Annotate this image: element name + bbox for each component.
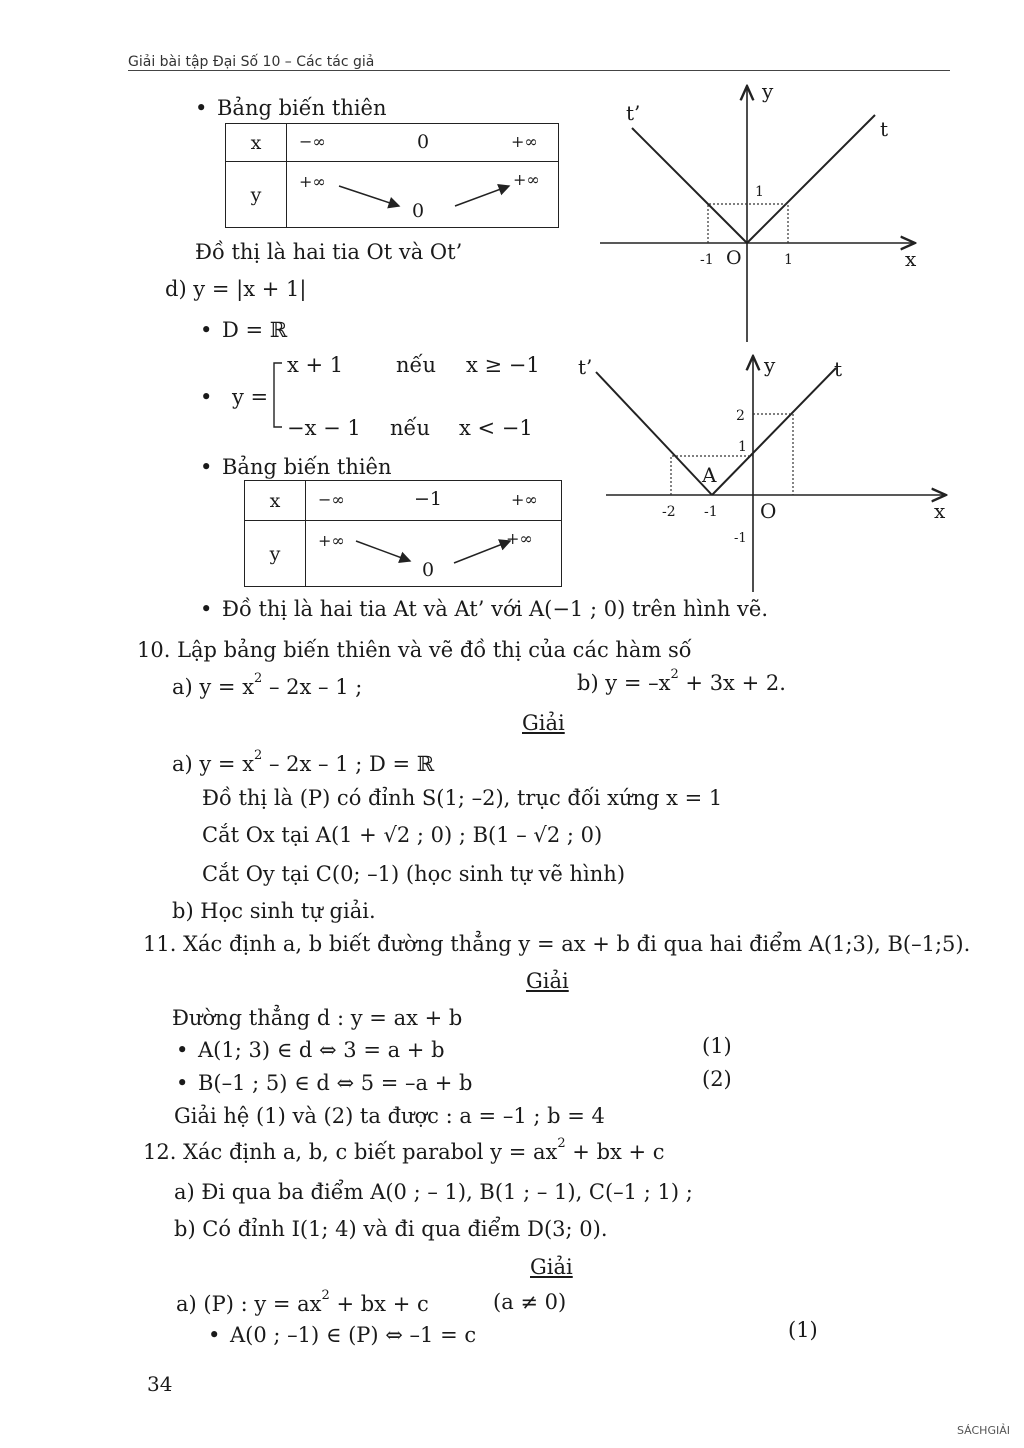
d-table-x2: −1 <box>414 488 443 510</box>
graph1-tick-1y: 1 <box>755 184 764 200</box>
d-piece1: x + 1 <box>287 353 344 377</box>
d-bbt-label: • Bảng biến thiên <box>200 455 392 479</box>
graph2-t-label: t <box>834 357 843 381</box>
d-cond1-word: nếu <box>396 353 436 377</box>
graph2-y-label: y <box>764 353 776 377</box>
graph1-tick-neg1: -1 <box>700 252 714 268</box>
ex10-b: b) $y = -x^2 + 3x + 2$. <box>577 667 786 695</box>
graph1-ray-ot2 <box>632 128 747 243</box>
c-variation-table <box>225 123 559 228</box>
watermark-logo: SÁCHGIẢI <box>956 1424 1010 1437</box>
d-table-y-label: y <box>245 521 306 587</box>
d-conclusion: • Đồ thị là hai tia At và At’ với A(−1 ; 0) trên hình vẽ. <box>200 597 768 621</box>
ex11-s2-num: (1) <box>702 1034 732 1058</box>
graph2-tick-neg1y: -1 <box>734 531 747 546</box>
ex10-s3: Cắt Ox tại A(1 + √2 ; 0) ; B(1 – √2 ; 0) <box>202 823 603 847</box>
d-table-y2: 0 <box>422 559 435 581</box>
c-table-x2: 0 <box>417 131 430 153</box>
d-piece2: −x − 1 <box>287 416 361 440</box>
ex12-s2-num: (1) <box>788 1318 818 1342</box>
graph2-guide-right <box>753 414 793 495</box>
c-bbt-label: • Bảng biến thiên <box>195 96 387 120</box>
c-table-arrows <box>287 162 559 228</box>
ex12-s1-cond: (a ≠ 0) <box>493 1290 567 1314</box>
c-conclusion: Đồ thị là hai tia Ot và Ot’ <box>195 240 463 264</box>
c-table-x1: −∞ <box>299 132 326 151</box>
d-cond1: x ≥ −1 <box>466 353 540 377</box>
ex11-giai: Giải <box>526 969 569 993</box>
graph2-ray-at <box>712 368 836 495</box>
ex11-title: 11. Xác định a, b biết đường thẳng y = ax + b đi qua hai điểm A(1;3), B(–1;5). <box>143 932 971 956</box>
c-table-y3: +∞ <box>513 170 540 189</box>
graph2-x-label: x <box>934 499 946 523</box>
graph2-t2-label: t’ <box>578 355 593 379</box>
graph1-t-label: t <box>880 117 889 141</box>
d-domain: • D = ℝ <box>200 318 287 342</box>
d-piece-y: y = <box>232 385 269 409</box>
graph2-tick-2: 2 <box>736 408 745 424</box>
d-cond2-word: nếu <box>390 416 430 440</box>
ex10-a: a) $y = x^2 - 2x - 1$ ; <box>172 671 363 699</box>
graph1-t2-label: t’ <box>626 101 641 125</box>
ex10-s2: Đồ thị là (P) có đỉnh S(1; –2), trục đối xứng x = 1 <box>202 786 723 810</box>
ex10-s1: a) $y = x^2 - 2x - 1$ ; D = ℝ <box>172 748 435 776</box>
page-number: 34 <box>147 1372 173 1396</box>
ex11-s1: Đường thẳng d : y = ax + b <box>172 1006 463 1030</box>
graph1-y-label: y <box>762 80 774 103</box>
graph2-tick-1: 1 <box>738 439 747 455</box>
graph1-guides <box>708 204 788 243</box>
graph-abs-x-plus-1 <box>578 350 958 595</box>
graph2-tick-neg1: -1 <box>704 504 718 520</box>
d-table-y3: +∞ <box>506 529 533 548</box>
ex12-s2: • A(0 ; –1) ∈ (P) ⇔ –1 = c <box>208 1323 476 1347</box>
c-table-y1: +∞ <box>299 172 326 191</box>
d-variation-table <box>244 480 562 587</box>
ex10-s4: Cắt Oy tại C(0; –1) (học sinh tự vẽ hình) <box>202 862 626 886</box>
ex11-s4: Giải hệ (1) và (2) ta được : a = –1 ; b = 4 <box>174 1104 605 1128</box>
ex11-s3-num: (2) <box>702 1067 732 1091</box>
ex10-giai: Giải <box>522 711 565 735</box>
graph-abs-x <box>590 80 930 342</box>
graph2-tick-neg2: -2 <box>662 504 676 520</box>
c-table-x-label: x <box>226 124 287 162</box>
d-brace <box>270 355 284 435</box>
d-piece-bullet: • <box>200 385 213 409</box>
ex10-title: 10. Lập bảng biến thiên và vẽ đồ thị của các hàm số <box>137 638 692 662</box>
c-table-y2: 0 <box>412 200 425 222</box>
d-table-y1: +∞ <box>318 531 345 550</box>
d-table-arrows <box>306 521 562 587</box>
d-table-x-label: x <box>245 481 306 521</box>
c-table-y-label: y <box>226 162 287 228</box>
d-table-x3: +∞ <box>511 490 538 509</box>
ex12-a: a) Đi qua ba điểm A(0 ; – 1), B(1 ; – 1), C(–1 ; 1) ; <box>174 1180 693 1204</box>
graph1-tick-1x: 1 <box>784 252 793 268</box>
ex12-title: 12. Xác định a, b, c biết parabol $y = ax^2$ + bx + c <box>143 1136 665 1164</box>
graph2-ray-at2 <box>596 372 712 495</box>
ex10-s5: b) Học sinh tự giải. <box>172 899 376 923</box>
ex12-giai: Giải <box>530 1255 573 1279</box>
d-title: d) y = |x + 1| <box>165 277 307 301</box>
d-cond2: x < −1 <box>459 416 533 440</box>
graph2-origin: O <box>760 499 777 523</box>
graph1-x-label: x <box>905 247 917 271</box>
ex11-s3: • B(–1 ; 5) ∈ d ⇔ 5 = –a + b <box>176 1071 472 1095</box>
ex11-s2: • A(1; 3) ∈ d ⇔ 3 = a + b <box>176 1038 445 1062</box>
c-table-x3: +∞ <box>511 132 538 151</box>
ex12-b: b) Có đỉnh I(1; 4) và đi qua điểm D(3; 0). <box>174 1217 608 1241</box>
graph1-ray-ot <box>747 115 875 243</box>
d-table-x1: −∞ <box>318 490 345 509</box>
graph2-point-a: A <box>702 463 717 487</box>
header-rule <box>128 70 950 71</box>
graph1-origin: O <box>726 247 742 269</box>
ex12-s1: a) (P) : $y = ax^2$ + bx + c <box>176 1288 429 1316</box>
page-header: Giải bài tập Đại Số 10 – Các tác giả <box>128 54 375 70</box>
